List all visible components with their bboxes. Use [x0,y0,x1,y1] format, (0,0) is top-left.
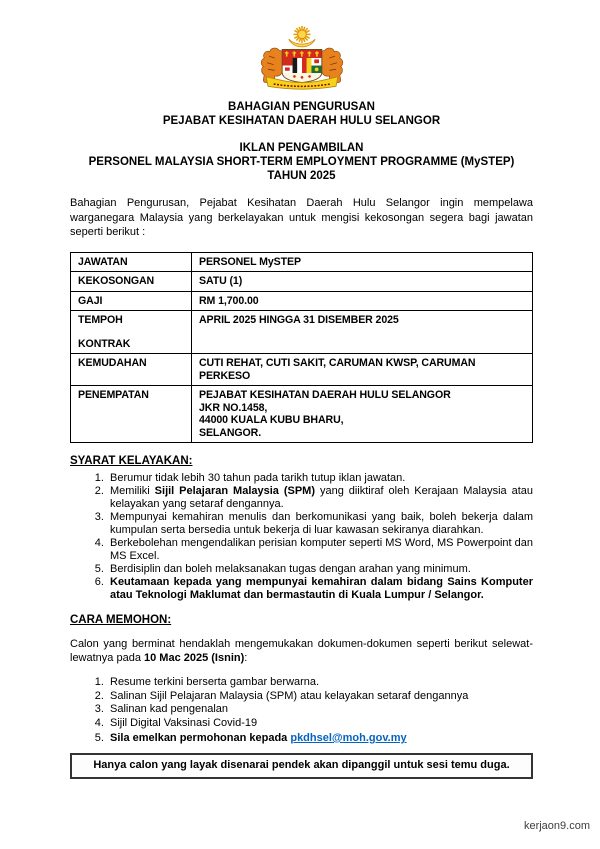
list-item [107,690,533,704]
title-line-3: TAHUN 2025 [267,170,336,182]
text-segment: Resume terkini berserta gambar berwarna. [110,676,320,688]
job-field-label: JAWATAN [71,252,192,272]
job-field-label: PENEMPATAN [71,386,192,443]
list-item [107,472,533,485]
text-segment: Mempunyai kemahiran menulis dan berkomunikasi yang baik, boleh bekerja dalam kumpulan serta bersedia untuk bekerja di luar kawasan sekiranya diarahkan. [110,511,533,536]
text-segment: Berkebolehan mengendalikan perisian komputer seperti MS Word, MS Powerpoint dan MS Excel. [110,537,533,562]
list-item [107,563,533,576]
malaysia-coat-of-arms-icon [245,24,359,92]
text-segment: Berumur tidak lebih 30 tahun pada tarikh tutup iklan jawatan. [110,472,406,484]
job-table-row [71,354,533,386]
job-details-table [70,252,533,444]
job-field-value: SATU (1) [192,272,533,292]
job-field-value: PERSONEL MySTEP [192,252,533,272]
title-line-2: PERSONEL MALAYSIA SHORT-TERM EMPLOYMENT PROGRAMME (MySTEP) [88,156,515,168]
text-segment: Calon yang berminat hendaklah mengemukakan dokumen-dokumen seperti berikut selewat-lewatnya pada [70,638,533,664]
text-segment: Salinan kad pengenalan [110,703,229,715]
dept-line-1: BAHAGIAN PENGURUSAN [228,101,375,113]
email-link[interactable]: pkdhsel@moh.gov.my [290,732,407,744]
watermark: kerjaon9.com [523,820,590,832]
list-item [107,537,533,563]
intro-paragraph: Bahagian Pengurusan, Pejabat Kesihatan Daerah Hulu Selangor ingin mempelawa warganegara Malaysia yang berkelayakan untuk mengisi kekosongan segera bagi jawatan seperti berikut : [70,197,533,238]
list-item [107,703,533,717]
advert-title [70,141,533,183]
text-segment: : [244,652,248,664]
job-field-label: GAJI [71,291,192,311]
text-segment: Berdisiplin dan boleh melaksanakan tugas dengan arahan yang minimum. [110,563,471,575]
job-field-value: RM 1,700.00 [192,291,533,311]
cara-intro-paragraph [70,637,533,665]
job-table-row [71,252,533,272]
text-segment: Salinan Sijil Pelajaran Malaysia (SPM) atau kelayakan setaraf dengannya [110,689,469,702]
list-item [107,511,533,537]
job-table-row [71,272,533,292]
text-segment: Sila emelkan permohonan kepada [110,732,291,744]
title-line-1: IKLAN PENGAMBILAN [239,142,364,154]
job-field-value: PEJABAT KESIHATAN DAERAH HULU SELANGOR JKR NO.1458, 44000 KUALA KUBU BHARU, SELANGOR. [192,386,533,443]
list-item [107,717,533,731]
text-segment: Sijil Digital Vaksinasi Covid-19 [110,716,258,729]
cara-list [70,676,533,746]
job-table-row [71,311,533,354]
text-segment: yang diiktiraf oleh Kerajaan Malaysia atau kelayakan yang setaraf dengannya. [110,485,533,510]
job-table-row [71,386,533,443]
syarat-heading: SYARAT KELAYAKAN: [70,455,193,467]
list-item [107,576,533,602]
dept-line-2: PEJABAT KESIHATAN DAERAH HULU SELANGOR [162,115,441,127]
text-segment: Keutamaan kepada yang mempunyai kemahiran dalam bidang Sains Komputer atau Teknologi Maklumat dan bermastautin di Kuala Lumpur / Selangor. [110,576,533,601]
list-item [107,732,533,746]
job-field-label: KEMUDAHAN [71,354,192,386]
job-field-label: KEKOSONGAN [71,272,192,292]
job-table-row [71,291,533,311]
syarat-list [70,472,533,602]
text-segment: 10 Mac 2025 (Isnin) [144,652,245,664]
text-segment: Sijil Pelajaran Malaysia (SPM) [154,485,316,497]
logo-container [70,24,533,97]
job-field-value: CUTI REHAT, CUTI SAKIT, CARUMAN KWSP, CARUMAN PERKESO [192,354,533,386]
department-header [70,100,533,128]
shortlist-note-box: Hanya calon yang layak disenarai pendek akan dipanggil untuk sesi temu duga. [70,753,533,779]
list-item [107,676,533,690]
cara-heading: CARA MEMOHON: [70,614,172,626]
list-item [107,485,533,511]
job-field-value: APRIL 2025 HINGGA 31 DISEMBER 2025 [192,311,533,354]
job-field-label: TEMPOH KONTRAK [71,311,192,354]
text-segment: Memiliki [110,485,155,497]
